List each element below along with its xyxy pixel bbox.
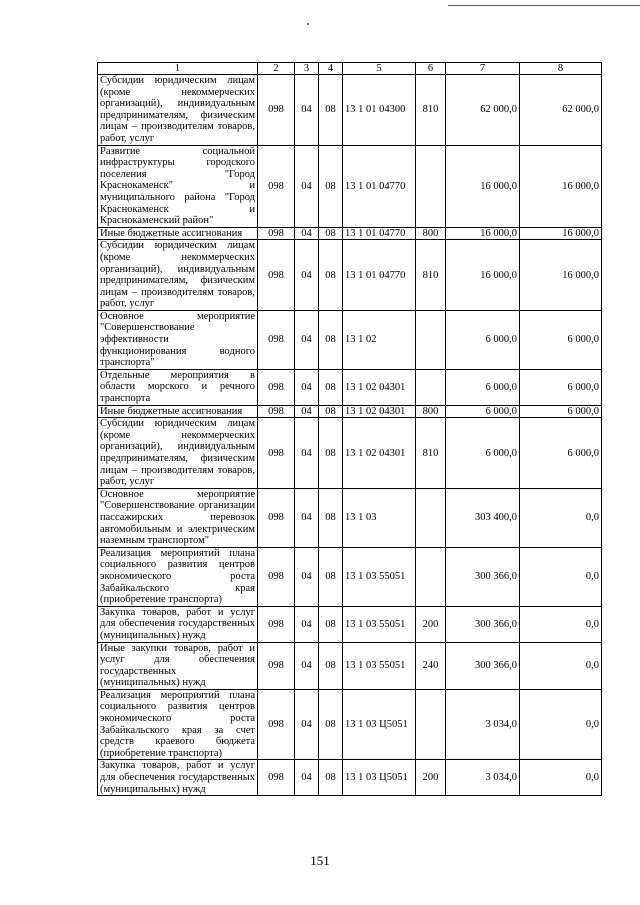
row-cs-code: 13 1 01 04770	[343, 145, 416, 227]
row-description: Иные бюджетные ассигнования	[98, 227, 258, 240]
row-pr-code: 08	[319, 145, 343, 227]
row-sum-col7: 300 366,0	[446, 606, 520, 642]
row-description: Субсидии юридическим лицам (кроме некоммерческих организаций), индивидуальным предпринимателям, физическим лицам – производителям товаров, работ, услуг	[98, 240, 258, 311]
row-vr-code	[416, 689, 446, 760]
row-pr-code: 08	[319, 547, 343, 606]
row-rz-code: 04	[295, 369, 319, 405]
row-pr-code: 08	[319, 606, 343, 642]
row-pr-code: 08	[319, 760, 343, 796]
row-gr-code: 098	[258, 488, 295, 547]
row-rz-code: 04	[295, 760, 319, 796]
row-sum-col8: 6 000,0	[520, 310, 602, 369]
row-description: Закупка товаров, работ и услуг для обеспечения государственных (муниципальных) нужд	[98, 606, 258, 642]
table-row	[98, 418, 602, 489]
row-cs-code: 13 1 03 Ц5051	[343, 760, 416, 796]
table-row	[98, 547, 602, 606]
header-cell-2: 2	[258, 63, 295, 75]
row-sum-col8: 0,0	[520, 689, 602, 760]
row-sum-col7: 3 034,0	[446, 689, 520, 760]
row-cs-code: 13 1 02 04301	[343, 405, 416, 418]
header-cell-8: 8	[520, 63, 602, 75]
row-sum-col8: 6 000,0	[520, 418, 602, 489]
row-description: Иные бюджетные ассигнования	[98, 405, 258, 418]
row-rz-code: 04	[295, 606, 319, 642]
row-pr-code: 08	[319, 689, 343, 760]
header-cell-7: 7	[446, 63, 520, 75]
row-gr-code: 098	[258, 310, 295, 369]
row-sum-col8: 0,0	[520, 642, 602, 689]
row-cs-code: 13 1 01 04770	[343, 240, 416, 311]
row-sum-col8: 0,0	[520, 760, 602, 796]
table-row	[98, 405, 602, 418]
header-cell-5: 5	[343, 63, 416, 75]
row-gr-code: 098	[258, 547, 295, 606]
row-rz-code: 04	[295, 145, 319, 227]
row-pr-code: 08	[319, 75, 343, 146]
row-description: Реализация мероприятий плана социального развития центров экономического роста Забайкальского края за счет средств краевого бюджета (приобретение транспорта)	[98, 689, 258, 760]
header-cell-1: 1	[98, 63, 258, 75]
row-sum-col8: 0,0	[520, 547, 602, 606]
row-sum-col8: 0,0	[520, 488, 602, 547]
row-pr-code: 08	[319, 418, 343, 489]
row-description: Отдельные мероприятия в области морского и речного транспорта	[98, 369, 258, 405]
row-rz-code: 04	[295, 689, 319, 760]
row-vr-code	[416, 488, 446, 547]
row-sum-col7: 300 366,0	[446, 547, 520, 606]
row-vr-code	[416, 369, 446, 405]
row-rz-code: 04	[295, 227, 319, 240]
row-cs-code: 13 1 02 04301	[343, 369, 416, 405]
row-gr-code: 098	[258, 760, 295, 796]
row-pr-code: 08	[319, 488, 343, 547]
header-cell-6: 6	[416, 63, 446, 75]
row-vr-code: 810	[416, 75, 446, 146]
page-number: 151	[310, 853, 330, 868]
row-sum-col7: 303 400,0	[446, 488, 520, 547]
row-description: Реализация мероприятий плана социального развития центров экономического роста Забайкальского края (приобретение транспорта)	[98, 547, 258, 606]
row-cs-code: 13 1 03 55051	[343, 606, 416, 642]
row-cs-code: 13 1 03 Ц5051	[343, 689, 416, 760]
row-sum-col7: 6 000,0	[446, 310, 520, 369]
row-gr-code: 098	[258, 75, 295, 146]
row-cs-code: 13 1 03 55051	[343, 547, 416, 606]
row-pr-code: 08	[319, 240, 343, 311]
row-rz-code: 04	[295, 488, 319, 547]
row-description: Развитие социальной инфраструктуры городского поселения "Город Краснокаменск" и муниципального района "Город Краснокаменск и Краснокаменский район"	[98, 145, 258, 227]
table-row	[98, 75, 602, 146]
row-cs-code: 13 1 02	[343, 310, 416, 369]
row-description: Субсидии юридическим лицам (кроме некоммерческих организаций), индивидуальным предпринимателям, физическим лицам – производителям товаров, работ, услуг	[98, 75, 258, 146]
header-cell-4: 4	[319, 63, 343, 75]
row-cs-code: 13 1 02 04301	[343, 418, 416, 489]
row-sum-col7: 62 000,0	[446, 75, 520, 146]
row-sum-col7: 16 000,0	[446, 240, 520, 311]
row-rz-code: 04	[295, 547, 319, 606]
row-gr-code: 098	[258, 642, 295, 689]
row-sum-col8: 62 000,0	[520, 75, 602, 146]
row-gr-code: 098	[258, 689, 295, 760]
row-vr-code: 200	[416, 606, 446, 642]
row-rz-code: 04	[295, 310, 319, 369]
row-cs-code: 13 1 03	[343, 488, 416, 547]
row-gr-code: 098	[258, 145, 295, 227]
row-cs-code: 13 1 03 55051	[343, 642, 416, 689]
row-pr-code: 08	[319, 310, 343, 369]
table-row	[98, 606, 602, 642]
row-sum-col7: 16 000,0	[446, 145, 520, 227]
row-cs-code: 13 1 01 04300	[343, 75, 416, 146]
row-pr-code: 08	[319, 227, 343, 240]
table-row	[98, 689, 602, 760]
row-description: Закупка товаров, работ и услуг для обеспечения государственных (муниципальных) нужд	[98, 760, 258, 796]
table-row	[98, 488, 602, 547]
row-rz-code: 04	[295, 642, 319, 689]
row-description: Основное мероприятие "Совершенствование эффективности функционирования водного транспорта"	[98, 310, 258, 369]
table-row	[98, 145, 602, 227]
table-row	[98, 369, 602, 405]
header-cell-3: 3	[295, 63, 319, 75]
row-sum-col7: 3 034,0	[446, 760, 520, 796]
top-rule	[448, 5, 640, 6]
row-vr-code: 810	[416, 240, 446, 311]
row-description: Субсидии юридическим лицам (кроме некоммерческих организаций), индивидуальным предпринимателям, физическим лицам – производителям товаров, работ, услуг	[98, 418, 258, 489]
row-sum-col8: 16 000,0	[520, 227, 602, 240]
row-vr-code: 800	[416, 227, 446, 240]
table-row	[98, 310, 602, 369]
row-vr-code: 200	[416, 760, 446, 796]
row-gr-code: 098	[258, 606, 295, 642]
row-sum-col8: 6 000,0	[520, 405, 602, 418]
row-sum-col7: 16 000,0	[446, 227, 520, 240]
header-row	[98, 63, 602, 75]
row-gr-code: 098	[258, 405, 295, 418]
row-sum-col7: 6 000,0	[446, 418, 520, 489]
row-sum-col8: 0,0	[520, 606, 602, 642]
row-rz-code: 04	[295, 405, 319, 418]
row-sum-col7: 6 000,0	[446, 405, 520, 418]
row-sum-col8: 16 000,0	[520, 240, 602, 311]
row-pr-code: 08	[319, 369, 343, 405]
row-vr-code	[416, 145, 446, 227]
table-row	[98, 227, 602, 240]
table-row	[98, 240, 602, 311]
row-sum-col8: 16 000,0	[520, 145, 602, 227]
row-vr-code	[416, 547, 446, 606]
row-vr-code: 810	[416, 418, 446, 489]
row-description: Иные закупки товаров, работ и услуг для обеспечения государственных (муниципальных) нужд	[98, 642, 258, 689]
row-sum-col7: 300 366,0	[446, 642, 520, 689]
row-rz-code: 04	[295, 418, 319, 489]
row-vr-code: 800	[416, 405, 446, 418]
row-sum-col8: 6 000,0	[520, 369, 602, 405]
row-cs-code: 13 1 01 04770	[343, 227, 416, 240]
row-gr-code: 098	[258, 227, 295, 240]
row-gr-code: 098	[258, 369, 295, 405]
row-description: Основное мероприятие "Совершенствование организации пассажирских перевозок автомобильным и электрическим наземным транспортом"	[98, 488, 258, 547]
row-vr-code: 240	[416, 642, 446, 689]
row-vr-code	[416, 310, 446, 369]
row-pr-code: 08	[319, 405, 343, 418]
budget-table-body	[98, 63, 602, 796]
row-gr-code: 098	[258, 418, 295, 489]
scan-dot	[307, 23, 309, 25]
table-row	[98, 760, 602, 796]
row-rz-code: 04	[295, 75, 319, 146]
budget-table	[97, 62, 602, 796]
table-row	[98, 642, 602, 689]
row-rz-code: 04	[295, 240, 319, 311]
row-gr-code: 098	[258, 240, 295, 311]
row-sum-col7: 6 000,0	[446, 369, 520, 405]
row-pr-code: 08	[319, 642, 343, 689]
